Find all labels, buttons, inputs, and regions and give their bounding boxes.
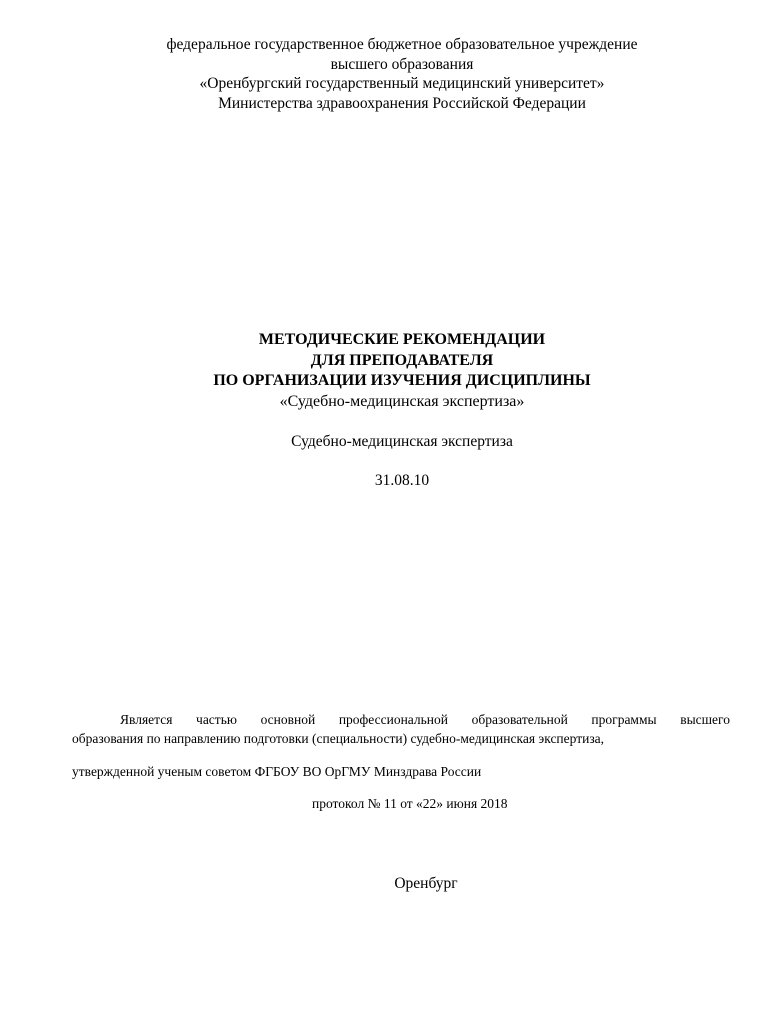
header-line-institution-type: федеральное государственное бюджетное образовательное учреждение [166,36,638,53]
specialty-code: 31.08.10 [374,472,430,489]
title-discipline: «Судебно-медицинская экспертиза» [279,392,525,410]
title-line-1: МЕТОДИЧЕСКИЕ РЕКОМЕНДАЦИИ [258,331,546,348]
header-line-ministry: Министерства здравоохранения Российской Федерации [218,94,586,112]
city-name: Оренбург [394,875,458,892]
title-line-2: ДЛЯ ПРЕПОДАВАТЕЛЯ [310,351,494,369]
specialty-name: Судебно-медицинская экспертиза [291,433,513,450]
document-title [0,330,768,412]
title-line-3: ПО ОРГАНИЗАЦИИ ИЗУЧЕНИЯ ДИСЦИПЛИНЫ [213,372,591,389]
header-line-education-level: высшего образования [330,55,474,73]
program-statement-line-1: Является частью основной профессиональной образовательной программы высшего [120,712,730,727]
header-line-university-name: «Оренбургский государственный медицинский университет» [199,75,605,92]
approval-statement: утвержденной ученым советом ФГБОУ ВО ОрГМУ Минздрава России [72,764,482,779]
protocol-reference: протокол № 11 от «22» июня 2018 [312,796,508,811]
institution-header [0,35,768,113]
program-statement-line-2: образования по направлению подготовки (специальности) судебно-медицинская экспертиза, [72,731,605,746]
program-statement [72,710,730,748]
